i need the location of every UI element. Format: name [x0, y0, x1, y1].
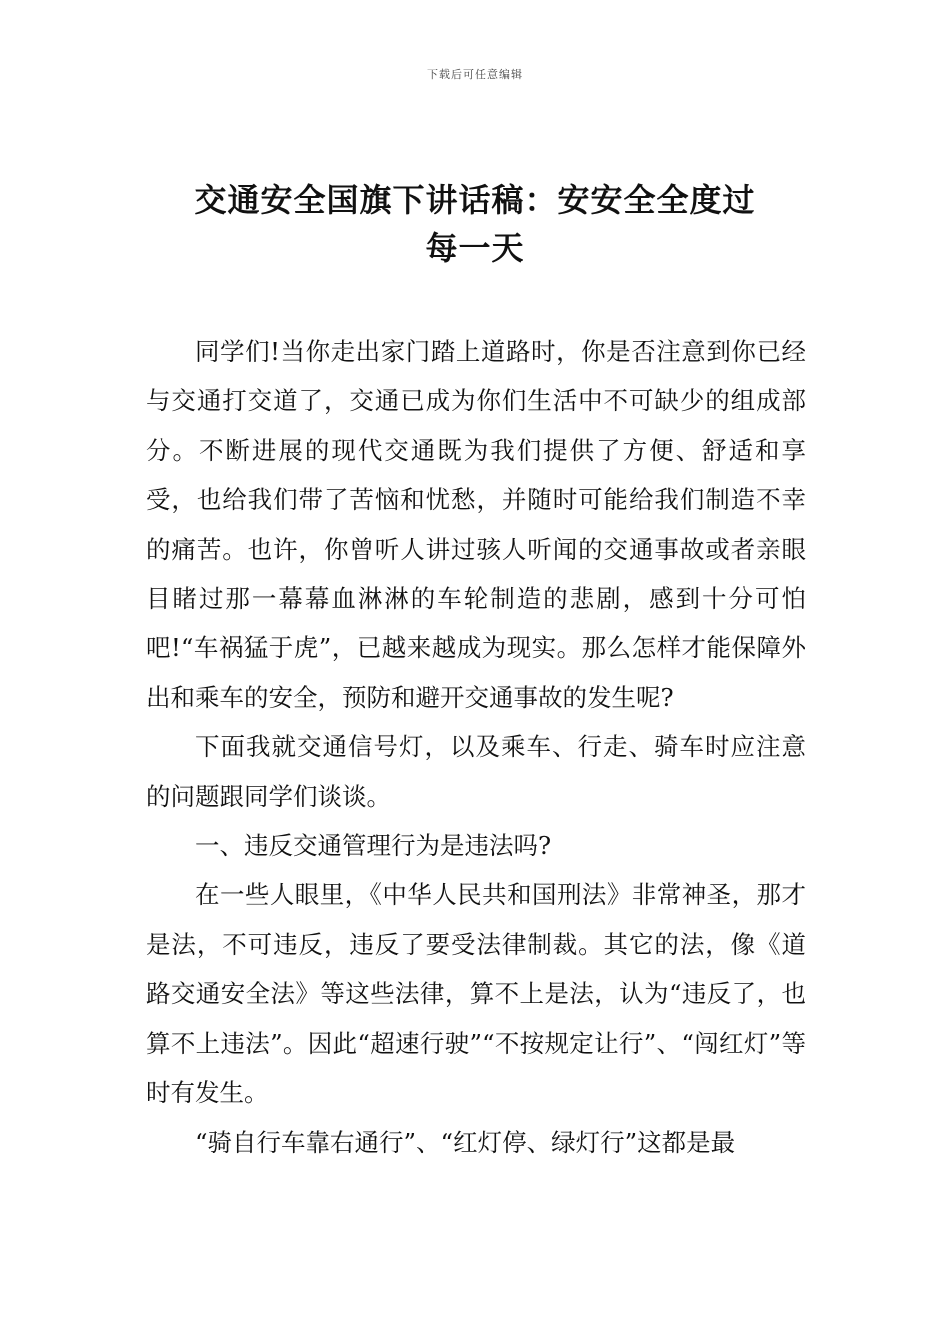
- title-line-2: 每一天: [425, 229, 525, 267]
- paragraph-law: 在一些人眼里，《中华人民共和国刑法》非常神圣，那才是法，不可违反，违反了要受法律制裁。其它的法，像《道路交通安全法》等这些法律，算不上是法，认为“违反了，也算不上违法”。因此“超速行驶”“不按规定让行”、“闯红灯”等时有发生。: [146, 880, 806, 1108]
- header-note: 下载后可任意编辑: [427, 68, 523, 81]
- title-line-1: 交通安全国旗下讲话稿：安安全全度过: [194, 181, 756, 219]
- document-title: [150, 176, 800, 272]
- section-heading-1: 一、违反交通管理行为是违法吗?: [195, 831, 552, 861]
- paragraph-intro: 同学们!当你走出家门踏上道路时，你是否注意到你已经与交通打交道了，交通已成为你们生活中不可缺少的组成部分。不断进展的现代交通既为我们提供了方便、舒适和享受，也给我们带了苦恼和忧愁，并随时可能给我们制造不幸的痛苦。也许，你曾听人讲过骇人听闻的交通事故或者亲眼目睹过那一幕幕血淋淋的车轮制造的悲剧，感到十分可怕吧!“车祸猛于虎”，已越来越成为现实。那么怎样才能保障外出和乘车的安全，预防和避开交通事故的发生呢?: [146, 337, 806, 712]
- paragraph-rules: “骑自行车靠右通行”、“红灯停、绿灯行”这都是最: [195, 1127, 736, 1157]
- paragraph-topics: 下面我就交通信号灯，以及乘车、行走、骑车时应注意的问题跟同学们谈谈。: [146, 732, 806, 811]
- document-body: [146, 327, 806, 1167]
